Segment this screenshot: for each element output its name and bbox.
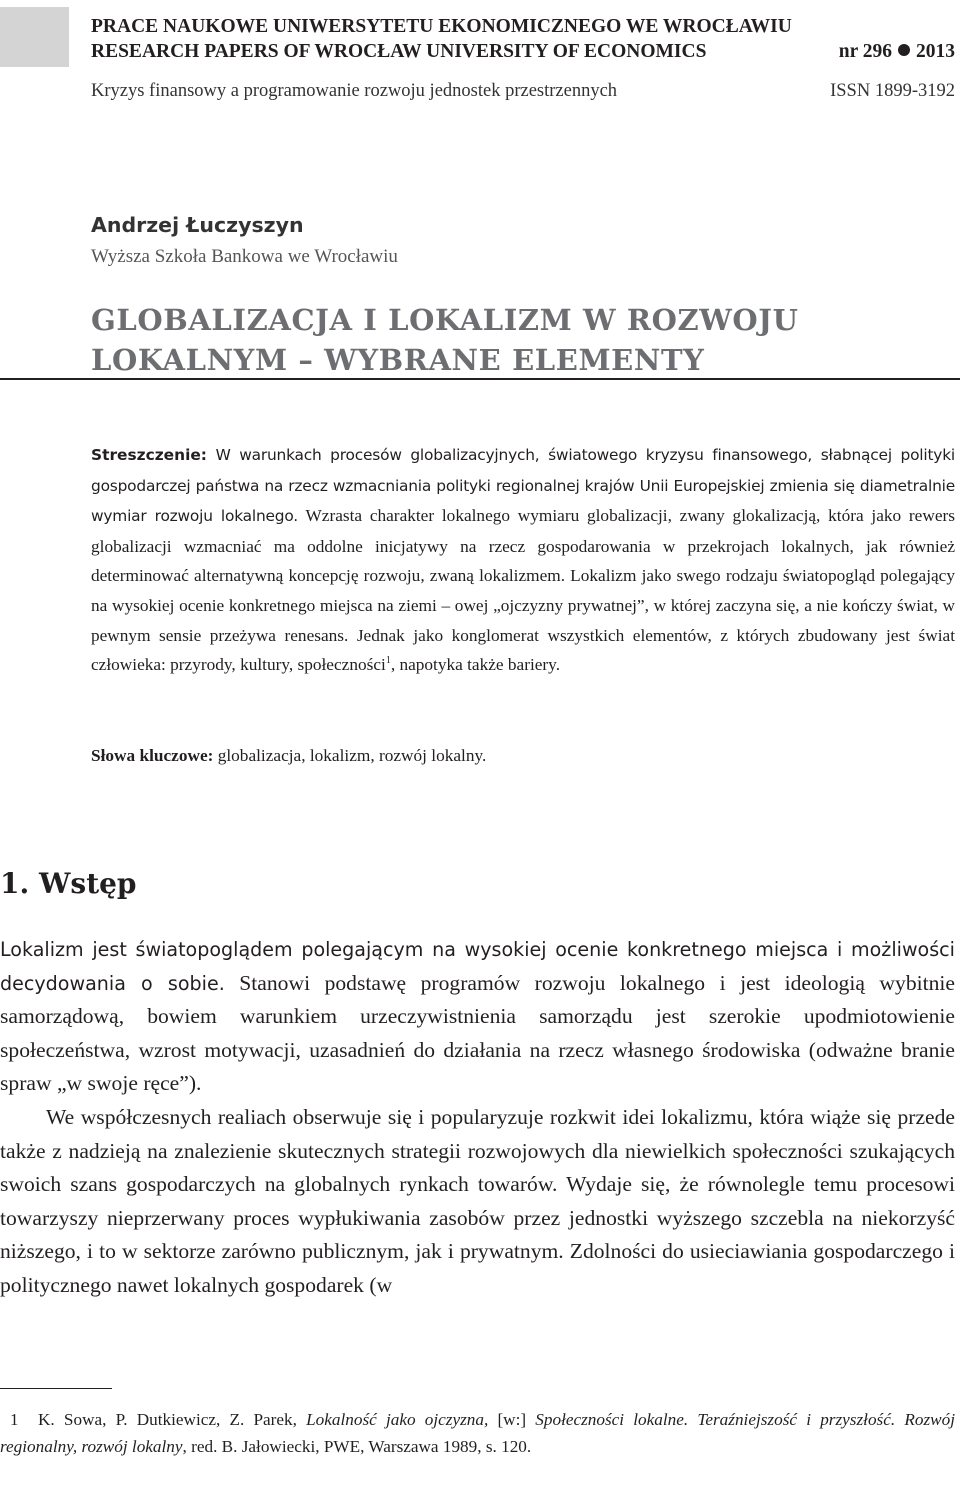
title-line-1: GLOBALIZACJA I LOKALIZM W ROZWOJU (91, 303, 799, 337)
journal-name-en-row (91, 39, 955, 64)
footnote (0, 1406, 955, 1460)
issue-info (839, 39, 955, 64)
issn: ISSN 1899-3192 (830, 81, 955, 101)
footnote-authors: K. Sowa, P. Dutkiewicz, Z. Parek, (38, 1410, 307, 1429)
footnote-ref[interactable]: 1 (385, 655, 391, 667)
abstract-label: Streszczenie: (91, 446, 207, 464)
footnote-title-1: Lokalność jako ojczyzna, (306, 1410, 489, 1429)
abstract-text-part-1: W warunkach procesów globalizacyjnych, światowego kryzysu finansowego, słabnącej polityki gospodarczej państwa na rzecz wzmacniania polityki regionalnej krajów Unii Europejskiej zmienia się diametralnie wymiar rozwoju lokalnego. (91, 446, 955, 526)
paragraph-2: We współczesnych realiach obserwuje się i popularyzuje rozkwit idei lokalizmu, która wiąże się przede także z nadzieją na znalezienie skutecznych strategii rozwojowych dla niewielkich społeczności szukających swoich szans gospodarczych na globalnych rynkach towarów. Wydaje się, że równolegle temu procesowi towarzyszy nieprzerwany proces wypłukiwania zasobów przez jednostki wyższego szczebla na niekorzyść niższego, i to w sektorze zarówno publicznym, jak i prywatnym. Zdolności do usieciawiania gospodarczego i politycznego nawet lokalnych gospodarek (w (0, 1104, 955, 1297)
title-line-2: LOKALNYM – WYBRANE ELEMENTY (91, 343, 705, 377)
issue-number: nr 296 (838, 41, 892, 62)
paragraph-1-part-1: Lokalizm jest światopoglądem polegającym na wysokiej ocenie konkretnego miejsca i możliwości decydowania o sobie. (0, 938, 955, 995)
keywords-text: globalizacja, lokalizm, rozwój lokalny. (213, 746, 487, 765)
abstract-text-end: , napotyka także bariery. (390, 655, 561, 675)
journal-name-en: RESEARCH PAPERS OF WROCŁAW UNIVERSITY OF ECONOMICS (91, 41, 707, 62)
journal-header (91, 14, 955, 103)
volume-title: Kryzys finansowy a programowanie rozwoju jednostek przestrzennych (91, 81, 618, 101)
author-block (91, 211, 398, 270)
paragraph-1 (0, 933, 955, 1101)
abstract-text-part-2: Wzrasta charakter lokalnego wymiaru globalizacji, zwany glokalizacją, która jako rewers globalizacji wzmacniać ma oddolne inicjatywy na rzecz gospodarowania w przekrojach lokalnych, jak również determinować alternatywną koncepcję rozwoju, zwaną lokalizmem. Lokalizm jako swego rodzaju światopogląd polegający na wysokiej ocenie konkretnego miejsca na ziemi – owej „ojczyzny prywatnej”, w której zaczyna się, a nie kończy świat, w pewnym sensie przeżywa renesans. Jednak jako konglomerat wszystkich elementów, z których zbudowany jest świat człowieka: przyrody, kultury, społeczności (91, 506, 955, 675)
keywords-label: Słowa kluczowe: (91, 746, 214, 765)
author-affiliation: Wyższa Szkoła Bankowa we Wrocławiu (91, 246, 398, 267)
body-text (0, 933, 955, 1303)
section-heading: 1. Wstęp (0, 867, 137, 900)
article-title (91, 300, 951, 380)
footnote-rest: , red. B. Jałowiecki, PWE, Warszawa 1989, s. 120. (182, 1437, 532, 1456)
footnote-divider (0, 1388, 112, 1389)
bullet-icon (898, 44, 910, 56)
abstract (91, 440, 955, 680)
title-divider (0, 378, 960, 380)
keywords (91, 742, 955, 770)
volume-row (91, 79, 955, 103)
footnote-in: [w:] (488, 1410, 536, 1429)
issue-year: 2013 (916, 41, 955, 62)
journal-name-pl: PRACE NAUKOWE UNIWERSYTETU EKONOMICZNEGO WE WROCŁAWIU (91, 16, 792, 37)
paragraph-1-part-2: Stanowi podstawę programów rozwoju lokalnego i jest ideologią wybitnie samorządową, bowiem warunkiem urzeczywistnienia samorządu jest szerokie upodmiotowienie społeczeństwa, wzrost motywacji, uzasadnień do działania na rzecz własnego środowiska (odważne branie spraw „w swoje ręce”). (0, 970, 955, 1096)
footnote-title-2: Społeczności lokalne. Teraźniejszość i przyszłość. Rozwój regionalny, rozwój lokalny (0, 1410, 955, 1456)
author-name: Andrzej Łuczyszyn (91, 213, 304, 237)
footnote-number: 1 (10, 1410, 19, 1429)
header-grey-box (0, 7, 69, 67)
